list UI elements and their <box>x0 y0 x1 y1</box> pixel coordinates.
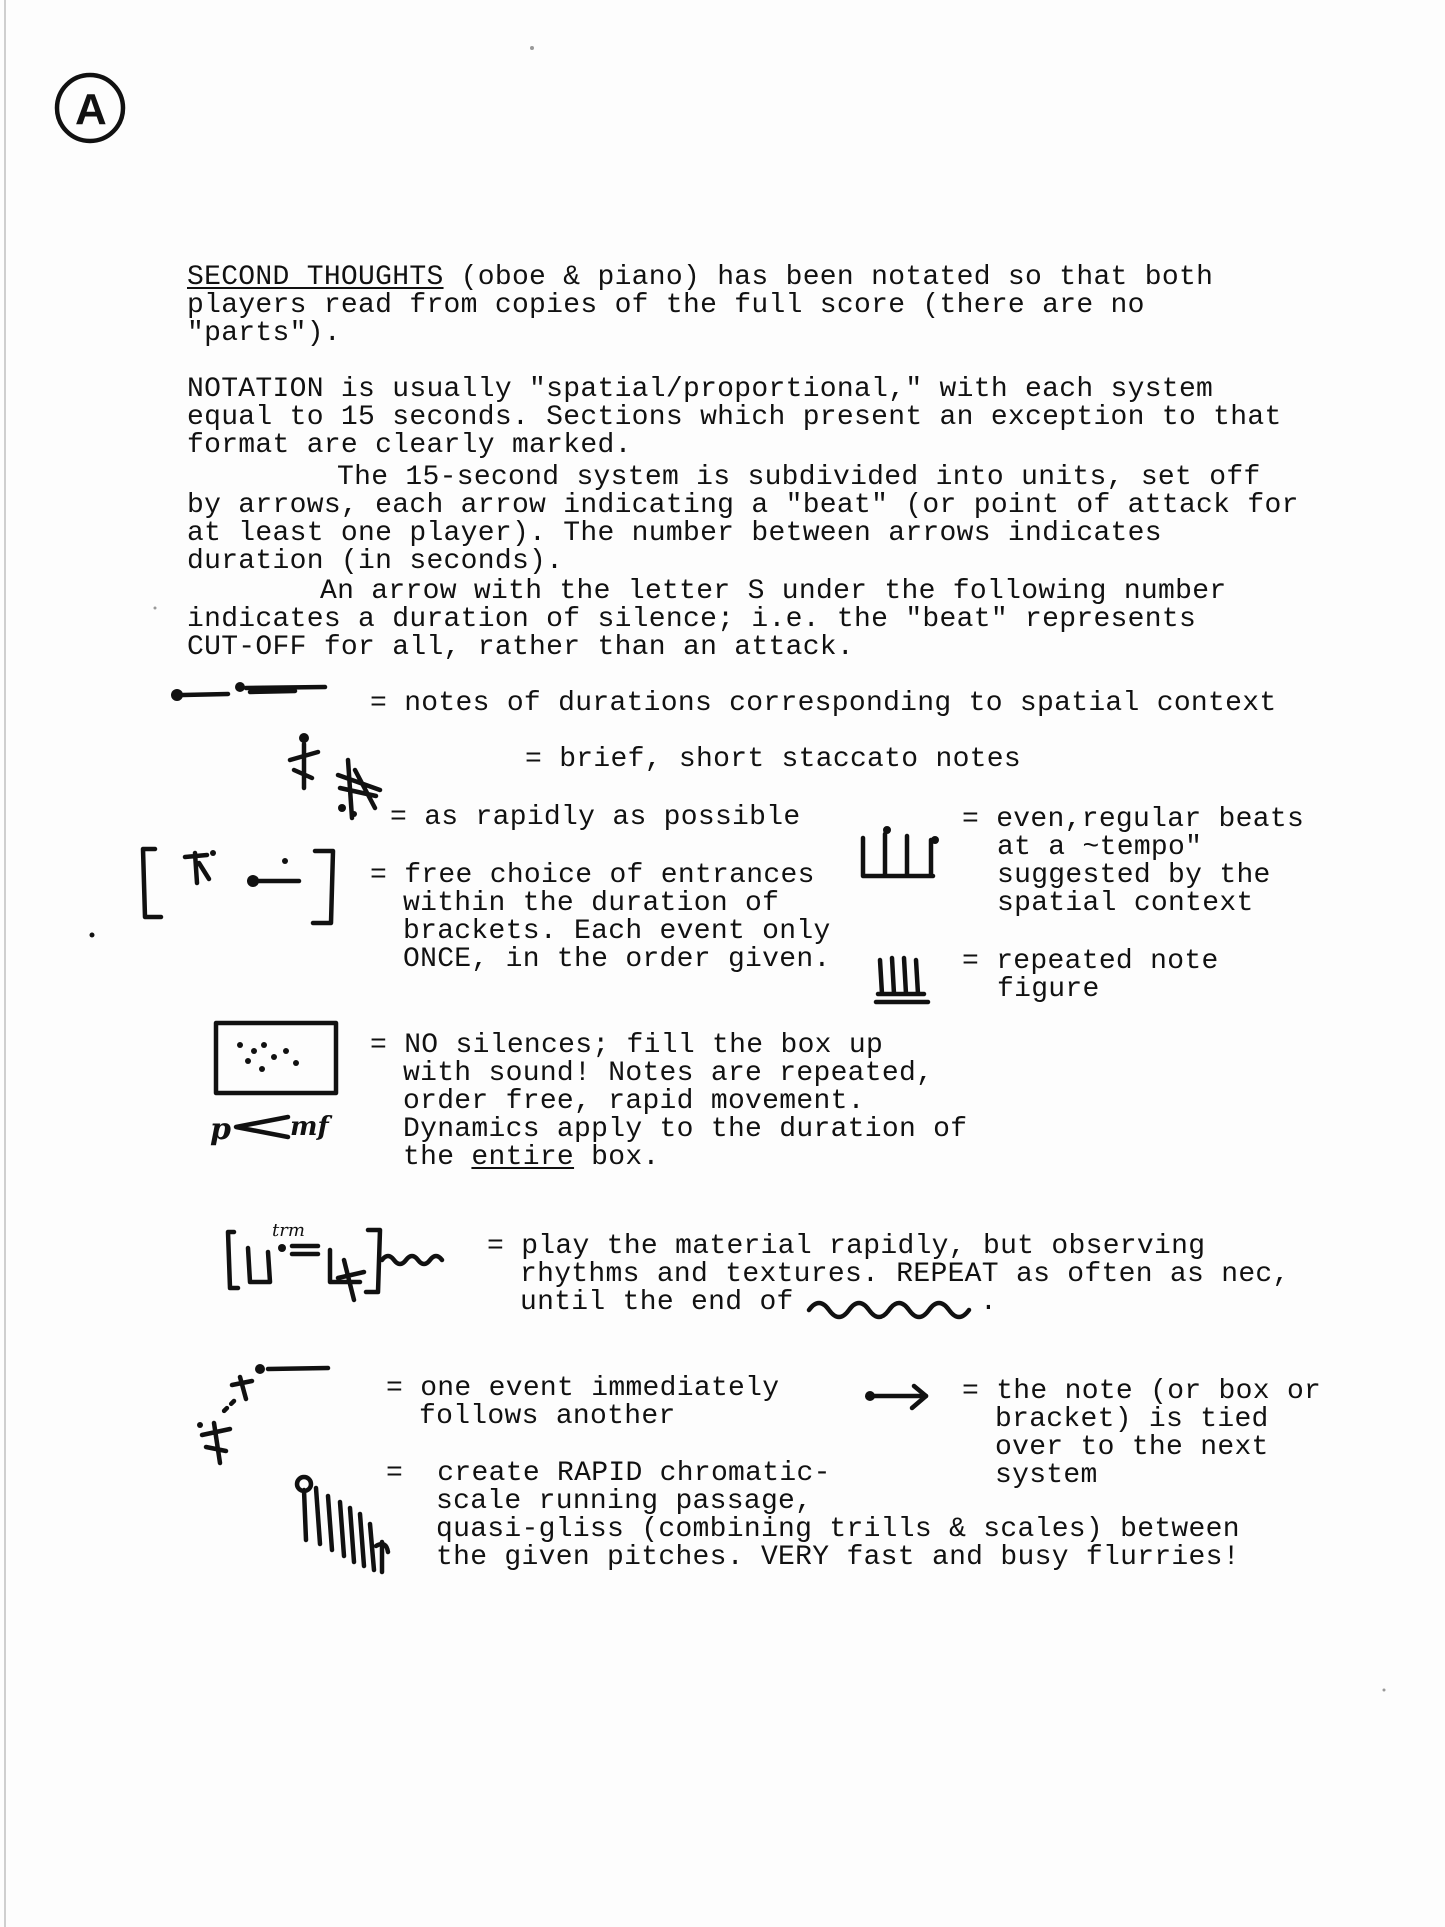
legend-even-beats-3: suggested by the <box>997 860 1271 891</box>
legend-play-material-1: = play the material rapidly, but observing <box>487 1231 1206 1262</box>
legend-even-beats-1: = even,regular beats <box>962 804 1305 835</box>
notation-line-10: CUT-OFF for all, rather than an attack. <box>187 632 855 663</box>
legend-play-material-2: rhythms and textures. REPEAT as often as nec, <box>520 1259 1290 1290</box>
legend-free-choice-4: ONCE, in the order given. <box>403 944 831 975</box>
legend-rapid: = as rapidly as possible <box>390 802 801 833</box>
svg-text:A: A <box>75 85 107 134</box>
legend-no-silences-4: Dynamics apply to the duration of <box>403 1114 968 1145</box>
legend-chromatic-3: quasi-gliss (combining trills & scales) between <box>436 1514 1240 1545</box>
legend-no-silences-2: with sound! Notes are repeated, <box>403 1058 934 1089</box>
legend-tied-3: over to the next <box>995 1432 1269 1463</box>
legend-chromatic-1: = create RAPID chromatic- <box>386 1458 831 1489</box>
legend-free-choice-2: within the duration of <box>403 888 780 919</box>
legend-play-material-3b: . <box>980 1287 998 1318</box>
notation-line-2: equal to 15 seconds. Sections which present an exception to that <box>187 402 1282 433</box>
notation-line-1: NOTATION is usually "spatial/proportional," with each system <box>187 374 1214 405</box>
notation-line-5: by arrows, each arrow indicating a "beat" (or point of attack for <box>187 490 1299 521</box>
notation-line-6: at least one player). The number between arrows indicates <box>187 518 1162 549</box>
legend-even-beats-4: spatial context <box>997 888 1254 919</box>
legend-repeated-2: figure <box>997 974 1100 1005</box>
dynamic-end: mf <box>290 1112 329 1142</box>
piece-title: SECOND THOUGHTS <box>187 262 444 293</box>
legend-tied-4: system <box>995 1460 1098 1491</box>
legend-tied-1: = the note (or box or <box>962 1376 1322 1407</box>
intro-line-3: "parts"). <box>187 318 341 349</box>
notation-line-4: The 15-second system is subdivided into units, set off <box>337 462 1261 493</box>
legend-no-silences-1: = NO silences; fill the box up <box>370 1030 884 1061</box>
legend-no-silences-5: the entire box. <box>403 1142 660 1173</box>
notation-line-3: format are clearly marked. <box>187 430 632 461</box>
legend-durations: = notes of durations corresponding to spatial context <box>370 688 1277 719</box>
legend-no-silences-3: order free, rapid movement. <box>403 1086 865 1117</box>
underlined-entire: entire <box>471 1142 575 1173</box>
legend-repeated-1: = repeated note <box>962 946 1219 977</box>
legend-one-event-1: = one event immediately <box>386 1373 780 1404</box>
legend-free-choice-1: = free choice of entrances <box>370 860 815 891</box>
tremolo-label: trm <box>272 1220 305 1241</box>
intro-line-1: SECOND THOUGHTS (oboe & piano) has been notated so that both <box>187 262 1214 293</box>
legend-chromatic-4: the given pitches. VERY fast and busy flurries! <box>436 1542 1240 1573</box>
legend-play-material-3a: until the end of <box>520 1287 794 1318</box>
legend-one-event-2: follows another <box>419 1401 676 1432</box>
legend-even-beats-2: at a ~tempo" <box>997 832 1203 863</box>
notation-line-9: indicates a duration of silence; i.e. the "beat" represents <box>187 604 1197 635</box>
notation-line-7: duration (in seconds). <box>187 546 564 577</box>
legend-staccato: = brief, short staccato notes <box>525 744 1021 775</box>
intro-line-2: players read from copies of the full score (there are no <box>187 290 1145 321</box>
legend-chromatic-2: scale running passage, <box>436 1486 813 1517</box>
notation-line-8: An arrow with the letter S under the following number <box>320 576 1227 607</box>
legend-tied-2: bracket) is tied <box>995 1404 1269 1435</box>
dynamic-start: p <box>210 1112 231 1147</box>
legend-free-choice-3: brackets. Each event only <box>403 916 831 947</box>
